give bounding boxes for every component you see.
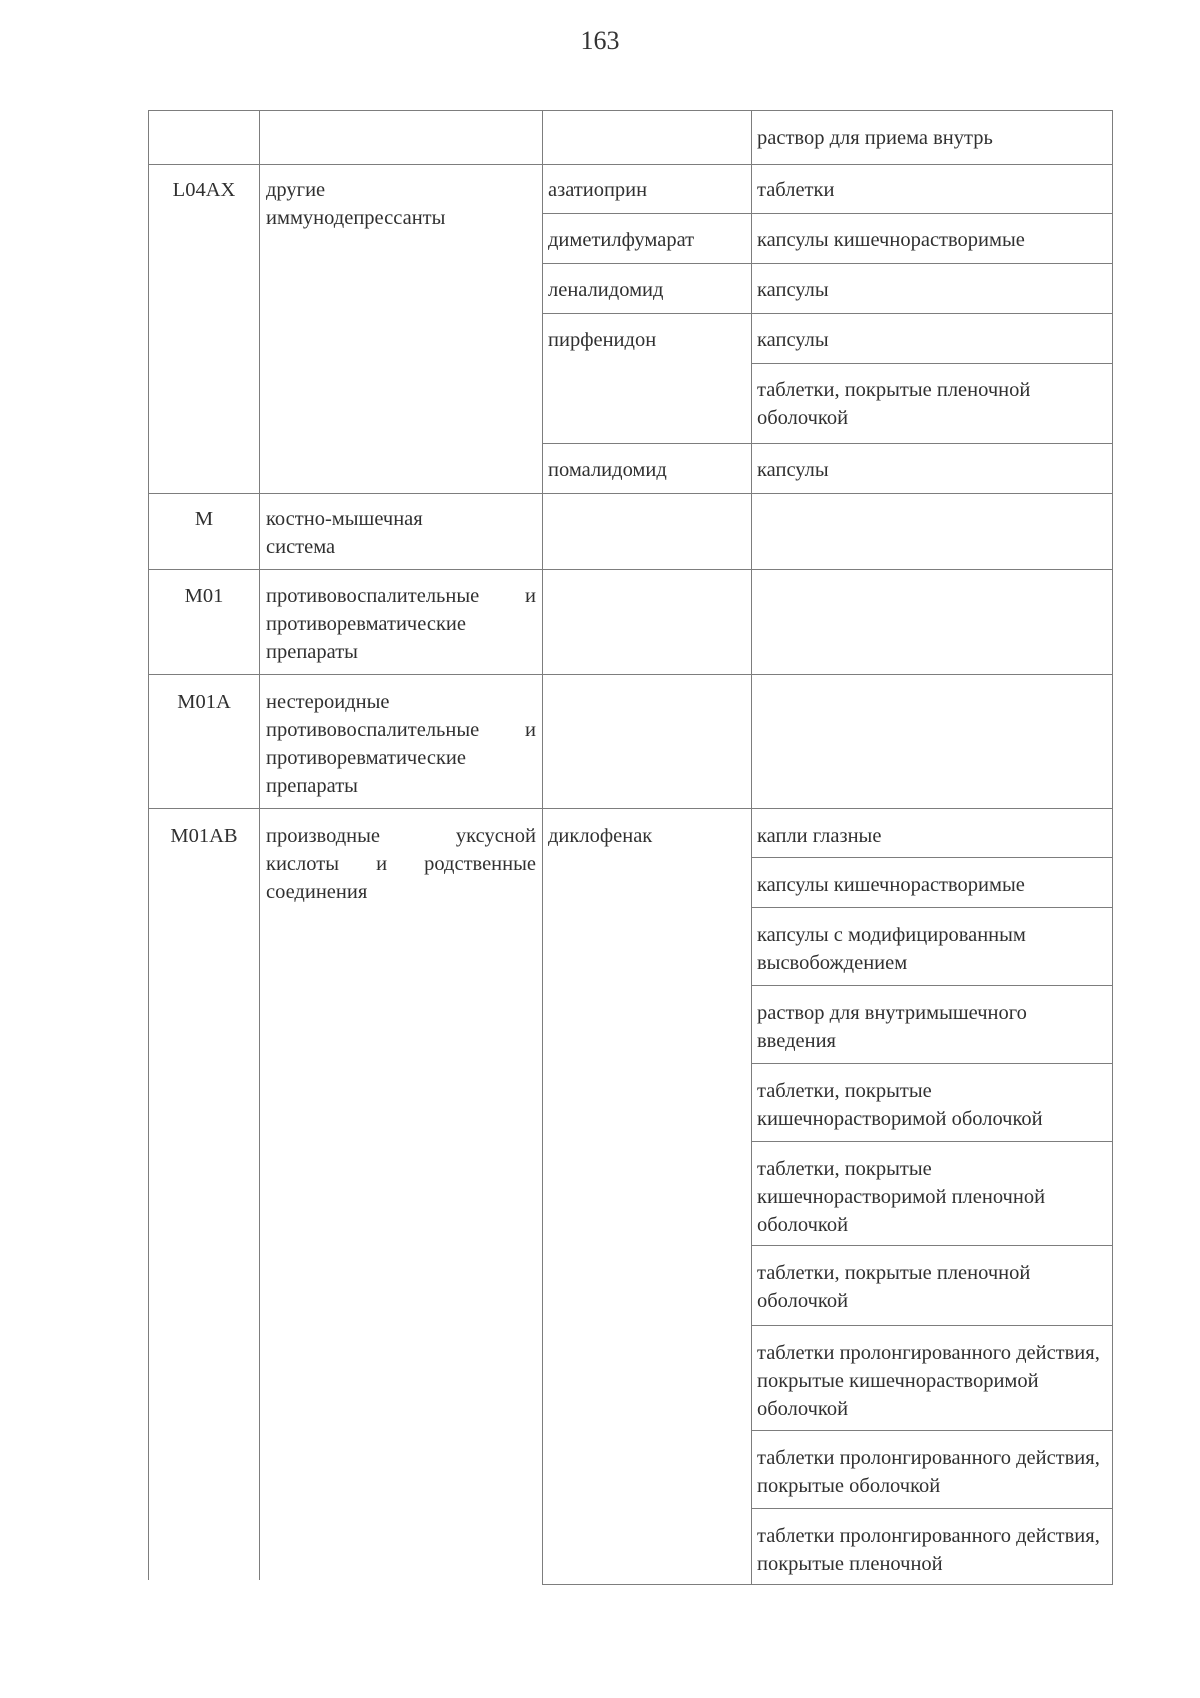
table-hline — [751, 1430, 1113, 1431]
table-vline-3 — [542, 110, 543, 1584]
drug-name-cell: пирфенидон — [548, 329, 657, 351]
atc-group-line: соединения — [266, 881, 368, 903]
dosage-form-cell: капсулы с модифицированным высвобождением — [757, 924, 1026, 974]
dosage-form-cell: таблетки, покрытые пленочной оболочкой — [757, 1262, 1031, 1312]
atc-code-cell: M — [194, 508, 214, 530]
drug-name-cell: диметилфумарат — [548, 229, 695, 251]
table-vline-4 — [751, 110, 752, 1584]
table-hline — [751, 1325, 1113, 1326]
atc-code-cell: L04AX — [172, 179, 236, 201]
atc-group-cell: противовоспалительные и противоревматические препараты — [266, 585, 536, 663]
dosage-form-cell: таблетки пролонгированного действия, покрытые оболочкой — [757, 1447, 1100, 1497]
dosage-form-cell: раствор для приема внутрь — [757, 127, 993, 149]
dosage-form-cell: капсулы — [757, 329, 829, 351]
atc-group-cell: нестероидные противовоспалительные и противоревматические препараты — [266, 691, 536, 797]
atc-group-cell: другие иммунодепрессанты — [266, 179, 446, 229]
dosage-form-cell: таблетки, покрытые кишечнорастворимой пленочной оболочкой — [757, 1158, 1046, 1236]
table-hline — [148, 164, 1113, 165]
dosage-form-cell: таблетки, покрытые пленочной оболочкой — [757, 379, 1031, 429]
drug-name-cell: диклофенак — [548, 825, 653, 847]
dosage-form-cell: таблетки пролонгированного действия, покрытые пленочной — [757, 1525, 1100, 1575]
table-hline — [751, 1141, 1113, 1142]
page-number: 163 — [580, 26, 620, 55]
table-hline — [751, 985, 1113, 986]
drug-name-cell: леналидомид — [548, 279, 664, 301]
dosage-form-cell: капсулы — [757, 459, 829, 481]
table-vline-2 — [259, 110, 260, 1580]
dosage-form-cell: таблетки — [757, 179, 835, 201]
table-hline — [542, 1584, 1113, 1585]
dosage-form-cell: капсулы кишечнорастворимые — [757, 229, 1025, 251]
atc-group-line: производные уксусной — [266, 825, 536, 847]
table-vline-5 — [1112, 110, 1113, 1584]
table-hline — [751, 907, 1113, 908]
table-hline — [751, 1245, 1113, 1246]
atc-code-cell: M01A — [177, 691, 231, 713]
table-hline — [148, 110, 1113, 111]
dosage-form-cell: таблетки пролонгированного действия, покрытые кишечнорастворимой оболочкой — [757, 1342, 1100, 1420]
table-hline — [751, 1063, 1113, 1064]
table-hline — [751, 857, 1113, 858]
drug-name-cell: азатиоприн — [548, 179, 648, 201]
table-hline — [148, 808, 1113, 809]
table-hline — [542, 443, 1113, 444]
table-hline — [148, 674, 1113, 675]
dosage-form-cell: раствор для внутримышечного введения — [757, 1002, 1027, 1052]
table-hline — [148, 493, 1113, 494]
table-hline — [542, 313, 1113, 314]
dosage-form-cell: капсулы — [757, 279, 829, 301]
drug-name-cell: помалидомид — [548, 459, 667, 481]
dosage-form-cell: капсулы кишечнорастворимые — [757, 874, 1025, 896]
table-hline — [148, 569, 1113, 570]
dosage-form-cell: таблетки, покрытые кишечнорастворимой оболочкой — [757, 1080, 1043, 1130]
atc-group-line: кислоты и родственные — [266, 853, 536, 875]
table-hline — [542, 263, 1113, 264]
dosage-form-cell: капли глазные — [757, 825, 882, 847]
atc-group-cell: костно-мышечная система — [266, 508, 423, 558]
atc-code-cell: M01 — [184, 585, 224, 607]
atc-code-cell: M01AB — [170, 825, 238, 847]
table-hline — [542, 213, 1113, 214]
table-hline — [751, 1508, 1113, 1509]
table-hline — [751, 363, 1113, 364]
